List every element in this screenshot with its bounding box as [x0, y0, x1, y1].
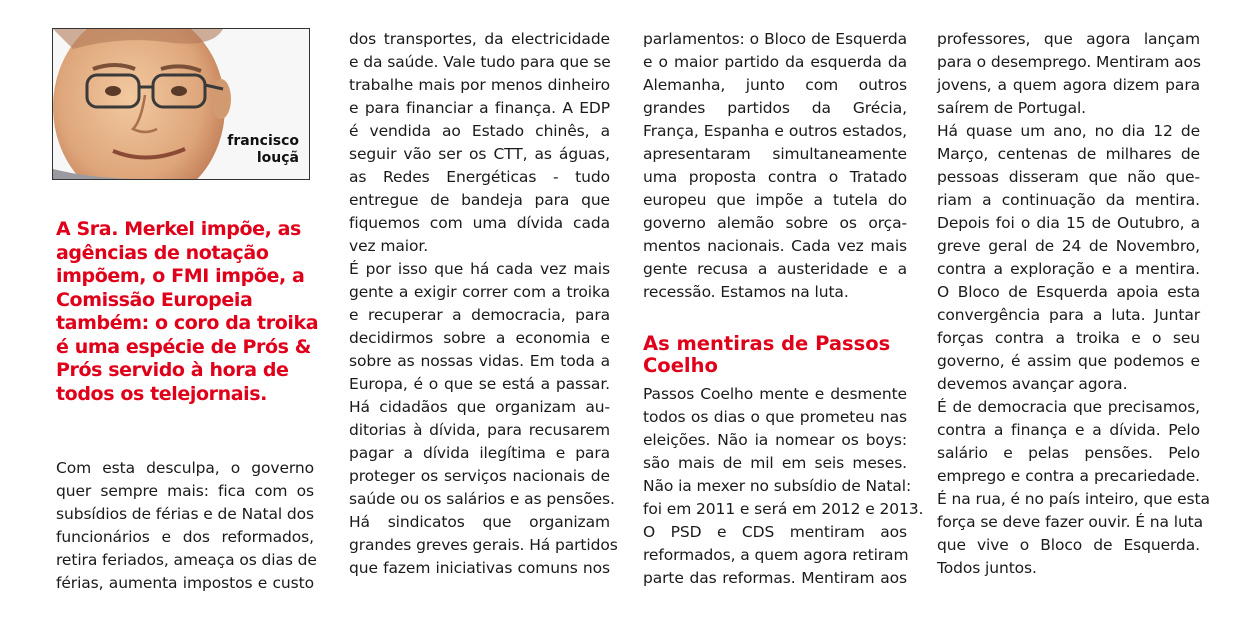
text-line: e da saúde. Vale tudo para que se	[349, 53, 611, 71]
pull-quote-line: agências de notação	[56, 241, 269, 264]
author-photo	[52, 28, 310, 180]
text-line: emprego e contra a precariedade.	[937, 467, 1200, 485]
text-line: subsídios de férias e de Natal dos	[56, 505, 314, 523]
text-line: Passos Coelho mente e desmente	[643, 385, 907, 403]
text-line: fiquemos com uma dívida cada	[349, 214, 610, 232]
text-line: gente a exigir correr com a troika	[349, 283, 610, 301]
text-line: recessão. Estamos na luta.	[643, 283, 849, 301]
text-line: convergência para a luta. Juntar	[937, 306, 1200, 324]
text-line: professores, que agora lançam	[937, 30, 1200, 48]
text-line: quer sempre mais: fica com os	[56, 482, 314, 500]
text-line: Há cidadãos que organizam au-	[349, 398, 610, 416]
text-line: salário e pelas pensões. Pelo	[937, 444, 1200, 462]
text-line: parlamentos: o Bloco de Esquerda	[643, 30, 907, 48]
text-line: férias, aumenta impostos e custo	[56, 574, 314, 592]
pull-quote-line: também: o coro da troika	[56, 312, 319, 334]
text-line: gente recusa a austeridade e a	[643, 260, 907, 278]
text-line: pagar a dívida ilegítima e para	[349, 444, 610, 462]
text-line: retira feriados, ameaça os dias de	[56, 551, 317, 569]
subheading-line: Coelho	[643, 354, 718, 377]
pull-quote-line: A Sra. Merkel impõe, as	[56, 218, 301, 240]
column-3-body	[643, 28, 907, 304]
text-line: e recuperar a democracia, para	[349, 306, 610, 324]
text-line: é vendida ao Estado chinês, a	[349, 122, 610, 140]
text-line: as Redes Energéticas - tudo	[349, 168, 610, 186]
text-line: É na rua, é no país inteiro, que esta	[937, 490, 1210, 508]
text-line: europeu que impõe a tutela do	[643, 191, 907, 209]
text-line: e o maior partido da esquerda da	[643, 53, 907, 71]
column-4-body	[937, 28, 1210, 580]
author-last-name: louçã	[256, 150, 299, 166]
pull-quote-line: impõem, o FMI impõe, a	[56, 265, 305, 287]
pull-quote-line: Comissão Europeia	[56, 288, 253, 311]
text-line: uma proposta contra o Tratado	[643, 168, 907, 186]
text-line: Com esta desculpa, o governo	[56, 459, 314, 477]
text-line: contra a finança e a dívida. Pelo	[937, 421, 1200, 439]
text-line: forças contra a troika e o seu	[937, 329, 1200, 347]
text-line: que vive o Bloco de Esquerda.	[937, 536, 1200, 554]
text-line: governo, é assim que podemos e	[937, 352, 1200, 370]
text-line: Depois foi o dia 15 de Outubro, a	[937, 214, 1200, 232]
text-line: grandes greves gerais. Há partidos	[349, 536, 618, 554]
author-name	[227, 133, 299, 167]
column-2-body	[349, 28, 618, 580]
pull-quote-line: todos os telejornais.	[56, 382, 267, 405]
text-line: seguir vão ser os CTT, as águas,	[349, 145, 610, 163]
pull-quote	[56, 218, 318, 406]
text-line: jovens, a quem agora dizem para	[937, 76, 1200, 94]
column-1-body	[56, 457, 317, 595]
column-3-section-body	[643, 383, 924, 590]
text-line: contra a exploração e a mentira.	[937, 260, 1200, 278]
text-line: são mais de mil em seis meses.	[643, 454, 907, 472]
section-subheading	[643, 333, 913, 377]
author-first-name: francisco	[227, 133, 299, 149]
subheading-line: As mentiras de Passos	[643, 332, 891, 355]
text-line: parte das reformas. Mentiram aos	[643, 569, 907, 587]
text-line: eleições. Não ia nomear os boys:	[643, 431, 907, 449]
text-line: É de democracia que precisamos,	[937, 398, 1200, 416]
text-line: entregue de bandeja para que	[349, 191, 610, 209]
text-line: O Bloco de Esquerda apoia esta	[937, 283, 1200, 301]
text-line: grandes partidos da Grécia,	[643, 99, 907, 117]
text-line: reformados, a quem agora retiram	[643, 546, 909, 564]
text-line: devemos avançar agora.	[937, 375, 1128, 393]
text-line: funcionários e dos reformados,	[56, 528, 314, 546]
text-line: todos os dias o que prometeu nas	[643, 408, 907, 426]
text-line: riam a continuação da mentira.	[937, 191, 1200, 209]
text-line: França, Espanha e outros estados,	[643, 122, 907, 140]
text-line: saírem de Portugal.	[937, 99, 1086, 117]
text-line: proteger os serviços nacionais de	[349, 467, 610, 485]
text-line: Alemanha, junto com outros	[643, 76, 907, 94]
text-line: e para financiar a finança. A EDP	[349, 99, 610, 117]
text-line: dos transportes, da electricidade	[349, 30, 610, 48]
text-line: trabalhe mais por menos dinheiro	[349, 76, 610, 94]
text-line: sobre as nossas vidas. Em toda a	[349, 352, 610, 370]
text-line: Todos juntos.	[937, 559, 1037, 577]
text-line: Há sindicatos que organizam	[349, 513, 610, 531]
pull-quote-line: Prós servido à hora de	[56, 359, 289, 381]
text-line: greve geral de 24 de Novembro,	[937, 237, 1200, 255]
text-line: vez maior.	[349, 237, 429, 255]
text-line: que fazem iniciativas comuns nos	[349, 559, 610, 577]
pull-quote-line: é uma espécie de Prós &	[56, 335, 311, 358]
text-line: O PSD e CDS mentiram aos	[643, 523, 907, 541]
text-line: para o desemprego. Mentiram aos	[937, 53, 1201, 71]
text-line: Março, centenas de milhares de	[937, 145, 1200, 163]
text-line: decidirmos sobre a economia e	[349, 329, 610, 347]
text-line: mentos nacionais. Cada vez mais	[643, 237, 907, 255]
text-line: ditorias à dívida, para recusarem	[349, 421, 610, 439]
text-line: É por isso que há cada vez mais	[349, 260, 610, 278]
text-line: força se deve fazer ouvir. É na luta	[937, 513, 1204, 531]
text-line: saúde ou os salários e as pensões.	[349, 490, 615, 508]
text-line: pessoas disseram que não que-	[937, 168, 1200, 186]
text-line: Europa, é o que se está a passar.	[349, 375, 610, 393]
text-line: foi em 2011 e será em 2012 e 2013.	[643, 500, 924, 518]
text-line: governo alemão sobre os orça-	[643, 214, 907, 232]
text-line: apresentaram simultaneamente	[643, 145, 907, 163]
text-line: Há quase um ano, no dia 12 de	[937, 122, 1200, 140]
text-line: Não ia mexer no subsídio de Natal:	[643, 477, 912, 495]
